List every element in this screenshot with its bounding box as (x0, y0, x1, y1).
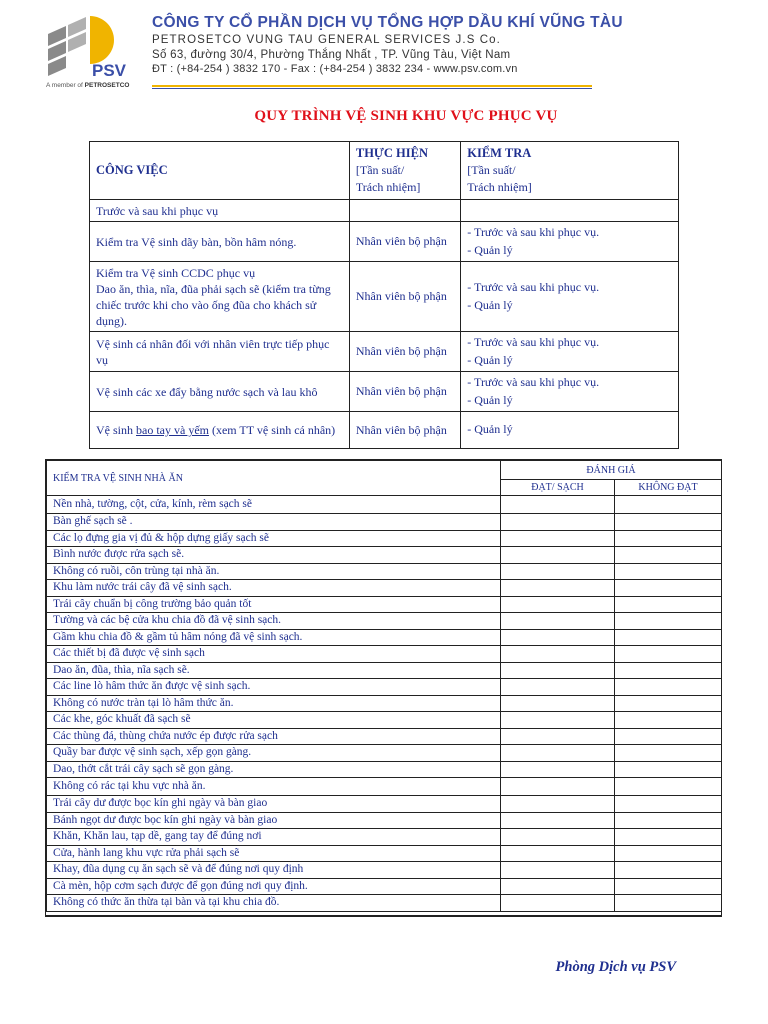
checklist-row (47, 878, 722, 895)
pass-cell[interactable] (501, 728, 615, 745)
procedure-checker (461, 200, 679, 222)
procedure-performer: Nhân viên bộ phận (349, 262, 460, 332)
pass-cell[interactable] (501, 563, 615, 580)
pass-cell[interactable] (501, 761, 615, 778)
checklist-row (47, 895, 722, 912)
checklist-row (47, 496, 722, 514)
checklist-body (47, 496, 722, 912)
checklist-item: Bánh ngọt dư được bọc kín ghi ngày và bàn giao (47, 812, 501, 829)
procedure-checker (461, 222, 679, 262)
checklist-row (47, 712, 722, 729)
procedure-checker (461, 262, 679, 332)
member-prefix: A member of (46, 82, 85, 89)
fail-cell[interactable] (615, 514, 722, 531)
pass-cell[interactable] (501, 812, 615, 829)
checklist-item: Trái cây chuẩn bị công trường bảo quản tốt (47, 596, 501, 613)
checklist-row (47, 745, 722, 762)
checklist-item: Dao ăn, đũa, thìa, nĩa sạch sẽ. (47, 662, 501, 679)
fail-cell[interactable] (615, 563, 722, 580)
checklist-row (47, 812, 722, 829)
checklist-item: Quầy bar được vệ sinh sạch, xếp gọn gàng. (47, 745, 501, 762)
pass-cell[interactable] (501, 895, 615, 912)
procedure-performer: Nhân viên bộ phận (349, 372, 460, 412)
checklist-row (47, 778, 722, 796)
pass-cell[interactable] (501, 712, 615, 729)
checklist-header: KIỂM TRA VỆ SINH NHÀ ĂN (47, 461, 501, 496)
procedure-performer: Nhân viên bộ phận (349, 332, 460, 372)
header-performer-label: THỰC HIỆN (355, 146, 428, 160)
checklist-row (47, 728, 722, 745)
task-text-pre: Vệ sinh (96, 423, 136, 437)
fail-cell[interactable] (615, 761, 722, 778)
procedure-row (90, 222, 679, 262)
procedure-row (90, 412, 679, 449)
checker-role: - Quản lý (467, 242, 513, 257)
checklist-row (47, 547, 722, 564)
checklist-table (46, 460, 722, 912)
checklist-row (47, 514, 722, 531)
checklist-item: Khu làm nước trái cây đã vệ sinh sạch. (47, 580, 501, 597)
procedure-header-row (90, 142, 679, 200)
fail-cell[interactable] (615, 728, 722, 745)
checklist-item: Không có thức ăn thừa tại bàn và tại khu chia đồ. (47, 895, 501, 912)
procedure-task (90, 262, 350, 332)
checklist-item: Không có rác tại khu vực nhà ăn. (47, 778, 501, 796)
checker-frequency: - Trước và sau khi phục vụ. (467, 375, 600, 389)
evaluation-header: ĐÁNH GIÁ (501, 461, 722, 480)
checklist-row (47, 845, 722, 862)
member-org: PETROSETCO (84, 82, 130, 89)
fail-cell[interactable] (615, 596, 722, 613)
procedure-task: Vệ sinh các xe đẩy bằng nước sạch và lau khô (90, 372, 350, 412)
pass-cell[interactable] (501, 878, 615, 895)
fail-cell[interactable] (615, 613, 722, 630)
checklist-item: Cửa, hành lang khu vực rửa phải sạch sẽ (47, 845, 501, 862)
pass-cell[interactable] (501, 613, 615, 630)
procedure-performer: Nhân viên bộ phận (349, 222, 460, 262)
pass-cell[interactable] (501, 646, 615, 663)
procedure-row (90, 332, 679, 372)
checklist-item: Nền nhà, tường, cột, cửa, kính, rèm sạch sẽ (47, 496, 501, 514)
header-performer (349, 142, 460, 200)
procedure-checker (461, 372, 679, 412)
checker-frequency: - Trước và sau khi phục vụ. (467, 280, 600, 294)
pass-column-header: ĐẠT/ SẠCH (501, 480, 615, 496)
checklist-item: Không có nước tràn tại lò hâm thức ăn. (47, 695, 501, 712)
procedure-task-title: Kiểm tra Vệ sinh CCDC phục vụ (96, 265, 256, 280)
checker-role: - Quản lý (467, 352, 513, 367)
fail-cell[interactable] (615, 547, 722, 564)
pass-cell[interactable] (501, 845, 615, 862)
pass-cell[interactable] (501, 829, 615, 846)
fail-cell[interactable] (615, 580, 722, 597)
procedure-row (90, 262, 679, 332)
checker-frequency: - Trước và sau khi phục vụ. (467, 335, 600, 349)
pass-cell[interactable] (501, 496, 615, 514)
header-rule-gold (152, 85, 592, 87)
fail-cell[interactable] (615, 829, 722, 846)
checklist-item: Các line lò hâm thức ăn được vệ sinh sạch. (47, 679, 501, 696)
pass-cell[interactable] (501, 679, 615, 696)
checklist-row (47, 796, 722, 813)
pass-cell[interactable] (501, 778, 615, 796)
pass-cell[interactable] (501, 745, 615, 762)
fail-cell[interactable] (615, 662, 722, 679)
fail-cell[interactable] (615, 646, 722, 663)
procedure-task: Trước và sau khi phục vụ (90, 200, 350, 222)
document-title: QUY TRÌNH VỆ SINH KHU VỰC PHỤC VỤ (254, 108, 558, 124)
pass-cell[interactable] (501, 596, 615, 613)
checklist-header-row (47, 461, 722, 480)
header-performer-sub1: [Tần suất/ (355, 163, 405, 177)
checklist-item: Cà mèn, hộp cơm sạch được để gọn đúng nơi quy định. (47, 878, 501, 895)
checklist-item: Dao, thớt cắt trái cây sạch sẽ gọn gàng. (47, 761, 501, 778)
checklist-row (47, 761, 722, 778)
checker-frequency: - Trước và sau khi phục vụ. (467, 225, 600, 239)
header-task-label: CÔNG VIỆC (96, 163, 168, 177)
procedure-table (89, 141, 679, 449)
checklist-row (47, 662, 722, 679)
fail-cell[interactable] (615, 778, 722, 796)
checklist-row (47, 596, 722, 613)
procedure-row (90, 372, 679, 412)
checklist-row (47, 613, 722, 630)
company-address: Số 63, đường 30/4, Phường Thắng Nhất , TP. Vũng Tàu, Việt Nam (152, 49, 511, 61)
checklist-item: Các lọ đựng gia vị đủ & hộp dựng giấy sạch sẽ (47, 530, 501, 547)
task-text-underlined: bao tay và yếm (136, 423, 209, 437)
procedure-performer: Nhân viên bộ phận (349, 412, 460, 449)
checklist-row (47, 530, 722, 547)
fail-cell[interactable] (615, 745, 722, 762)
logo-text: PSV (92, 61, 127, 80)
checklist-item: Các thùng đá, thùng chứa nước ép được rửa sạch (47, 728, 501, 745)
pass-cell[interactable] (501, 862, 615, 879)
checklist-item: Không có ruồi, côn trùng tại nhà ăn. (47, 563, 501, 580)
header-performer-sub2: Trách nhiệm] (355, 180, 421, 194)
checklist-item: Gầm khu chia đồ & gầm tủ hâm nóng đã vệ sinh sạch. (47, 629, 501, 646)
pass-cell[interactable] (501, 662, 615, 679)
fail-cell[interactable] (615, 878, 722, 895)
checklist-item: Bàn ghế sạch sẽ . (47, 514, 501, 531)
fail-cell[interactable] (615, 695, 722, 712)
checker-role: - Quản lý (467, 392, 513, 407)
checklist-item: Các thiết bị đã được vệ sinh sạch (47, 646, 501, 663)
company-info (152, 12, 623, 76)
fail-cell[interactable] (615, 679, 722, 696)
checklist-row (47, 563, 722, 580)
letterhead (44, 12, 623, 92)
procedure-checker (461, 412, 679, 449)
checklist-item: Khay, đũa dụng cụ ăn sạch sẽ và để đúng nơi quy định (47, 862, 501, 879)
header-checker-label: KIỂM TRA (467, 146, 532, 160)
checklist-frame (45, 459, 722, 917)
fail-cell[interactable] (615, 712, 722, 729)
checklist-item: Trái cây dư được bọc kín ghi ngày và bàn giao (47, 796, 501, 813)
pass-cell[interactable] (501, 530, 615, 547)
pass-cell[interactable] (501, 547, 615, 564)
checklist-item: Khăn, Khăn lau, tạp dề, gang tay để đúng nơi (47, 829, 501, 846)
header-task (90, 142, 350, 200)
fail-cell[interactable] (615, 530, 722, 547)
checklist-row (47, 695, 722, 712)
department-signature: Phòng Dịch vụ PSV (555, 959, 676, 975)
pass-cell[interactable] (501, 629, 615, 646)
task-text-post: (xem TT vệ sinh cá nhân) (208, 423, 336, 437)
member-line (46, 82, 129, 89)
fail-cell[interactable] (615, 862, 722, 879)
pass-cell[interactable] (501, 796, 615, 813)
header-rule-blue (152, 88, 592, 89)
checker-role: - Quản lý (467, 422, 513, 437)
checklist-row (47, 679, 722, 696)
checklist-item: Các khe, góc khuất đã sạch sẽ (47, 712, 501, 729)
procedure-task: Kiểm tra Vệ sinh dãy bàn, bồn hâm nóng. (90, 222, 350, 262)
pass-cell[interactable] (501, 580, 615, 597)
checklist-item: Bình nước được rửa sạch sẽ. (47, 547, 501, 564)
checker-role: - Quản lý (467, 297, 513, 312)
fail-cell[interactable] (615, 796, 722, 813)
checklist-row (47, 829, 722, 846)
pass-cell[interactable] (501, 514, 615, 531)
checklist-row (47, 862, 722, 879)
checklist-row (47, 629, 722, 646)
procedure-checker (461, 332, 679, 372)
procedure-task-detail: Dao ăn, thìa, nĩa, đũa phải sạch sẽ (kiểm tra từng chiếc trước khi cho vào ống đũa cho khách sử dụng). (96, 281, 331, 328)
company-name-en: PETROSETCO VUNG TAU GENERAL SERVICES J.S Co. (152, 34, 501, 46)
fail-cell[interactable] (615, 629, 722, 646)
fail-cell[interactable] (615, 845, 722, 862)
pass-cell[interactable] (501, 695, 615, 712)
psv-logo (44, 14, 148, 90)
fail-cell[interactable] (615, 812, 722, 829)
fail-cell[interactable] (615, 496, 722, 514)
company-name-vn: CÔNG TY CỔ PHẦN DỊCH VỤ TỔNG HỢP DẦU KHÍ VŨNG TÀU (152, 14, 623, 31)
company-contact: ĐT : (+84-254 ) 3832 170 - Fax : (+84-254 ) 3832 234 - www.psv.com.vn (152, 63, 518, 75)
header-checker (461, 142, 679, 200)
fail-column-header: KHÔNG ĐẠT (615, 480, 722, 496)
procedure-performer (349, 200, 460, 222)
procedure-task (90, 412, 350, 449)
checklist-row (47, 580, 722, 597)
procedure-row (90, 200, 679, 222)
checklist-item: Tường và các bệ cửa khu chia đồ đã vệ sinh sạch. (47, 613, 501, 630)
header-checker-sub1: [Tần suất/ (467, 163, 516, 177)
checklist-row (47, 646, 722, 663)
procedure-task: Vệ sinh cá nhân đối với nhân viên trực tiếp phục vụ (90, 332, 350, 372)
fail-cell[interactable] (615, 895, 722, 912)
header-checker-sub2: Trách nhiệm] (467, 180, 532, 194)
